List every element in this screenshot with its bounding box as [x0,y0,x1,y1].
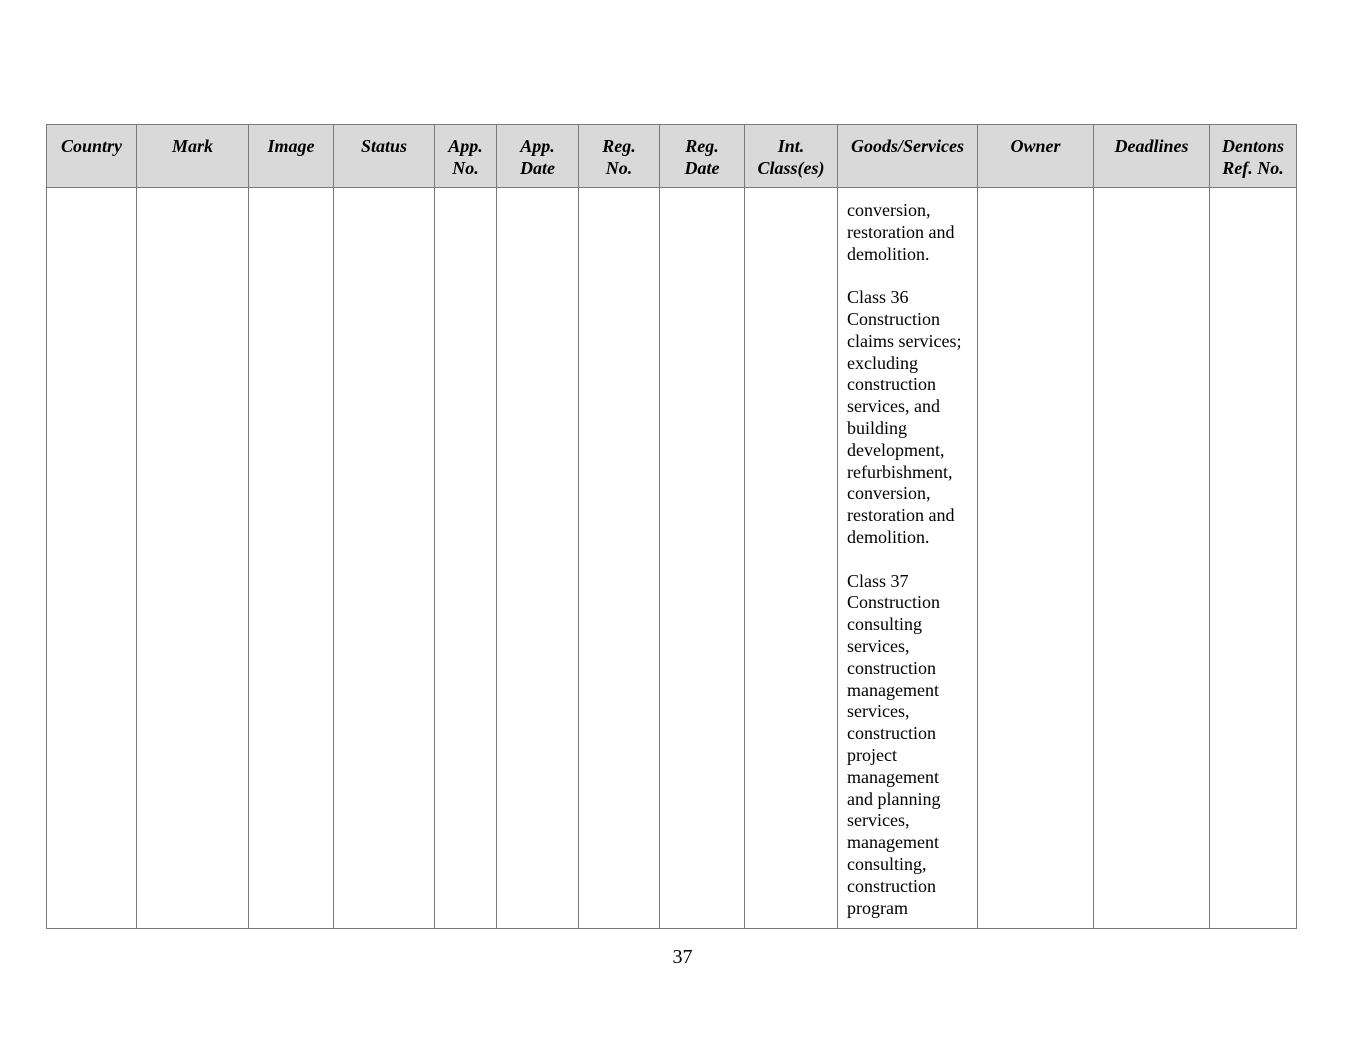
header-status: Status [334,125,435,188]
goods-paragraph: conversion, restoration and demolition. [847,200,955,264]
cell-dentons-ref [1210,188,1297,929]
cell-app-no [435,188,497,929]
header-mark: Mark [137,125,249,188]
cell-reg-no [579,188,660,929]
trademark-table [46,124,1297,929]
goods-paragraph-class-37: Class 37 Construction consulting services, construction management services, construction project management and planning services, management consulting, construction program [847,570,941,918]
header-app-no: App. No. [435,125,497,188]
cell-app-date [497,188,579,929]
cell-owner [978,188,1094,929]
header-deadlines: Deadlines [1094,125,1210,188]
header-reg-no: Reg. No. [579,125,660,188]
header-int-classes: Int. Class(es) [745,125,838,188]
header-country: Country [47,125,137,188]
cell-deadlines [1094,188,1210,929]
table-row [47,188,1297,929]
cell-goods-services [838,188,978,929]
cell-image [249,188,334,929]
header-dentons-ref: Dentons Ref. No. [1210,125,1297,188]
cell-mark [137,188,249,929]
cell-country [47,188,137,929]
page-number: 37 [672,946,693,968]
cell-status [334,188,435,929]
header-goods-services: Goods/Services [838,125,978,188]
cell-reg-date [660,188,745,929]
table-header-row [47,125,1297,188]
cell-int-classes [745,188,838,929]
header-app-date: App. Date [497,125,579,188]
header-reg-date: Reg. Date [660,125,745,188]
header-owner: Owner [978,125,1094,188]
goods-paragraph-class-36: Class 36 Construction claims services; excluding construction services, and building development, refurbishment, conversion, restoration and demolition. [847,287,962,547]
header-image: Image [249,125,334,188]
